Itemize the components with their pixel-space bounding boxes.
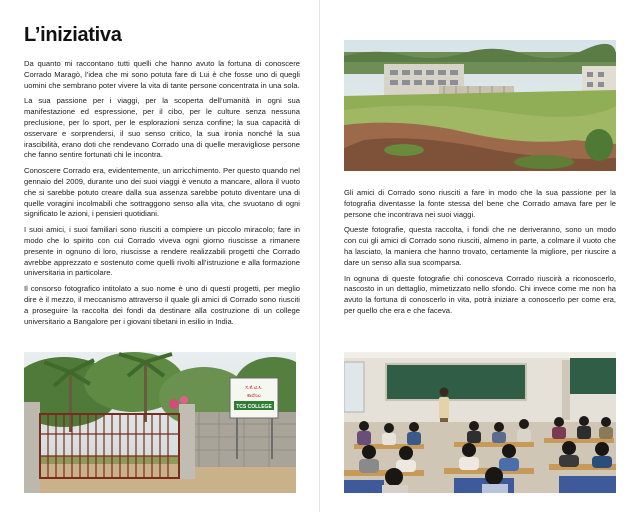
sign-line-1: ಸ.ಕೆ.ಟಿ.ಸಿ. (245, 385, 263, 391)
paragraph: I suoi amici, i suoi familiari sono riusciti a compiere un piccolo miracolo; fare in modo che lo spirito con cui Corrado viveva ogni giorno riuscisse a rimanere presente in ognuno di loro, riuscisse a rendere realizzabili progetti che Corrado avrebbe apprezzato e sostenuto come quelli rivolti all’istruzione e alla formazione universitaria in particolare. (24, 225, 300, 278)
left-text-column (24, 59, 300, 332)
sign-line-3: TCS COLLEGE (236, 404, 272, 410)
sign-line-2: ಕಾಲೇಜು (247, 393, 261, 399)
classroom-photo (344, 352, 616, 493)
campus-landscape-photo (344, 40, 616, 171)
page-gutter (319, 0, 320, 512)
paragraph: Il consorso fotografico intitolato a suo nome è uno di questi progetti, per meglio dire è il mezzo, il meccanismo attraverso il quale gli amici di Corrado sono riusciti a proseguire la raccolta dei fondi da destinare alla costruzione di un college universitario a Bangalore per i giovani tibetani in esilio in India. (24, 284, 300, 326)
page-title: L’iniziativa (24, 24, 122, 46)
paragraph: La sua passione per i viaggi, per la scoperta dell’umanità in ogni sua manifestazione ed espressione, per il cibo, per le culture senza nessuna preclusione, per lo sport, per le esplorazioni senza confine; la sua capacità di osservare e sorprendersi, il suo senso critico, la sua ironia nonché la sua irascibilità, erano doti che rendevano Corrado una di quelle meravigliose persone che fanno sentire fortunati chi le incontra. (24, 96, 300, 160)
paragraph: Da quanto mi raccontano tutti quelli che hanno avuto la fortuna di conoscere Corrado Maragò, l’idea che mi sono potuta fare di Lui è che fosse uno di quegli uomini che sembrano poter vivere la vita di tante persone concentrata in una sola. (24, 59, 300, 90)
paragraph: Gli amici di Corrado sono riusciti a fare in modo che la sua passione per la fotografia diventasse la fonte stessa del bene che Corrado amava fare per le persone che incontrava nei suoi viaggi. (344, 188, 616, 219)
right-text-column (344, 188, 616, 322)
college-gate-photo (24, 352, 296, 493)
paragraph: Conoscere Corrado era, evidentemente, un arricchimento. Per questo quando nel gennaio del 2009, durante uno dei suoi viaggi è venuto a mancare, allora il vuoto che si sarebbe potuto creare dalla sua assenza sarebbe potuto diventare una di quelle voragini incolmabili che sottraggono senso alla vita, che svuotano di ogni significato le azioni, i pensieri quotidiani. (24, 166, 300, 219)
paragraph: In ognuna di queste fotografie chi conosceva Corrado riuscirà a riconoscerlo, nascosto in un dettaglio, mimetizzato nello sfondo. Chi invece come me non ha avuto la fortuna di conoscerlo in vita, potrà iniziare a conoscerlo per come era, per quello che era e che faceva. (344, 273, 616, 315)
paragraph: Queste fotografie, questa raccolta, i fondi che ne deriveranno, sono un modo con cui gli amici di Corrado sono riusciti, almeno in parte, a colmare il vuoto che ha lasciato, la maniera che hanno trovato, certamente la migliore, per riuscire a dare un senso alla sua scomparsa. (344, 225, 616, 267)
